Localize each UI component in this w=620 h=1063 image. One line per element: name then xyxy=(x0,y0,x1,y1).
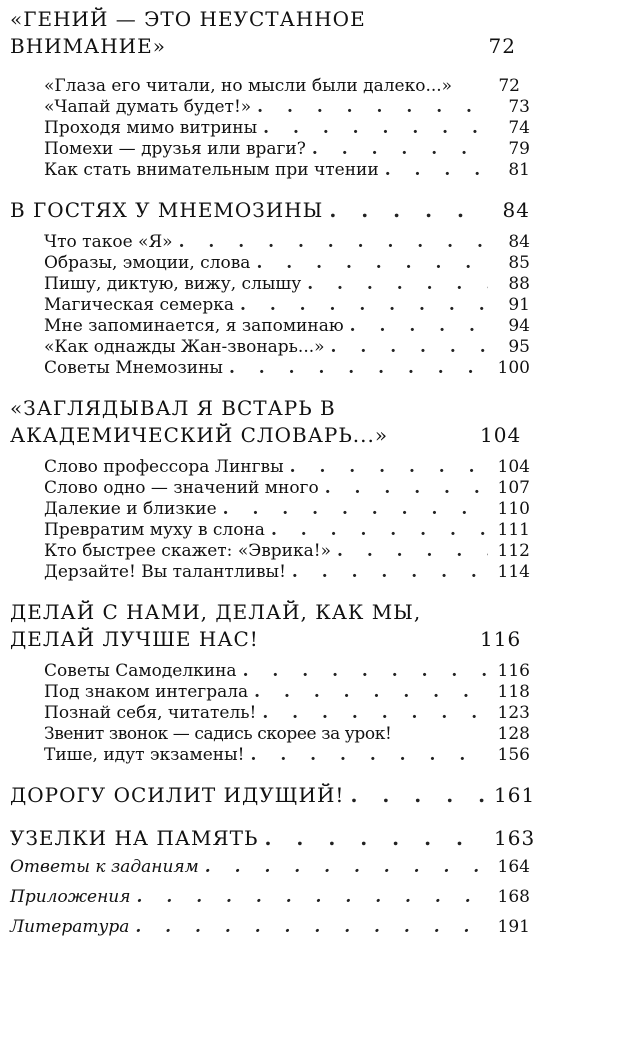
entry-title: Приложения xyxy=(10,887,131,907)
toc-section xyxy=(44,97,530,118)
toc-section xyxy=(44,316,530,337)
page-number: 104 xyxy=(497,457,530,477)
page-number: 73 xyxy=(508,97,530,117)
page-number: 94 xyxy=(508,316,530,336)
section-title: Слово профессора Лингвы xyxy=(44,457,284,477)
toc-chapter xyxy=(10,197,530,224)
toc-section xyxy=(44,745,530,766)
toc-section xyxy=(44,253,530,274)
page-number: 114 xyxy=(497,562,530,582)
toc-section xyxy=(44,682,530,703)
toc-section xyxy=(44,724,530,745)
page-number: 72 xyxy=(498,76,520,96)
section-title: Познай себя, читатель! xyxy=(44,703,257,723)
page-number: 118 xyxy=(497,682,530,702)
toc-section xyxy=(44,520,530,541)
page-number: 74 xyxy=(508,118,530,138)
page-number: 104 xyxy=(480,423,522,447)
page-number: 111 xyxy=(497,520,530,540)
toc-section xyxy=(44,295,530,316)
page-number: 128 xyxy=(497,724,530,744)
section-title: «Чапай думать будет!» xyxy=(44,97,252,117)
toc-appendix-entry xyxy=(10,882,530,912)
page-number: 84 xyxy=(508,232,530,252)
page-number: 100 xyxy=(497,358,530,378)
toc-section xyxy=(44,358,530,379)
toc-appendix-entry xyxy=(10,912,530,942)
toc-chapter xyxy=(10,599,530,653)
section-title: «Глаза его читали, но мысли были далеко...» xyxy=(44,76,453,96)
page-number: 156 xyxy=(497,745,530,765)
toc-chapter xyxy=(10,395,530,449)
toc-section xyxy=(44,274,530,295)
page-number: 79 xyxy=(508,139,530,159)
page-number: 168 xyxy=(497,887,530,907)
page-number: 116 xyxy=(480,627,522,651)
toc-section xyxy=(44,139,530,160)
section-title: Советы Самоделкина xyxy=(44,661,237,681)
toc-chapter xyxy=(10,825,536,852)
section-title: Как стать внимательным при чтении xyxy=(44,160,379,180)
section-title: Что такое «Я» xyxy=(44,232,173,252)
toc-section xyxy=(44,478,530,499)
page-number: 81 xyxy=(508,160,530,180)
section-title: Пишу, диктую, вижу, слышу xyxy=(44,274,302,294)
toc-section xyxy=(44,457,530,478)
toc-section xyxy=(44,118,530,139)
toc-section xyxy=(44,541,530,562)
section-title: Тише, идут экзамены! xyxy=(44,745,245,765)
page-number: 112 xyxy=(497,541,530,561)
section-title: Превратим муху в слона xyxy=(44,520,265,540)
page-number: 107 xyxy=(497,478,530,498)
toc-section xyxy=(44,661,530,682)
page-number: 85 xyxy=(508,253,530,273)
page-number: 161 xyxy=(494,783,536,807)
page-number: 163 xyxy=(494,826,536,850)
page-number: 84 xyxy=(502,198,530,222)
toc-section xyxy=(44,703,530,724)
toc-section xyxy=(44,499,530,520)
toc-appendix-entry xyxy=(10,852,530,882)
section-title: Дерзайте! Вы талантливы! xyxy=(44,562,286,582)
section-title: Далекие и близкие xyxy=(44,499,217,519)
toc-section xyxy=(44,337,530,358)
chapter-title: «ГЕНИЙ — ЭТО НЕУСТАННОЕ ВНИМАНИЕ» xyxy=(10,7,366,58)
page-number: 95 xyxy=(508,337,530,357)
entry-title: Ответы к заданиям xyxy=(10,857,199,877)
page-number: 116 xyxy=(497,661,530,681)
section-title: Проходя мимо витрины xyxy=(44,118,258,138)
toc-chapter xyxy=(10,6,530,60)
page-number: 123 xyxy=(497,703,530,723)
page-number: 91 xyxy=(508,295,530,315)
toc-section xyxy=(44,562,530,583)
chapter-title: «ЗАГЛЯДЫВАЛ Я ВСТАРЬ В АКАДЕМИЧЕСКИЙ СЛОВАРЬ...» xyxy=(10,396,389,447)
section-title: Магическая семерка xyxy=(44,295,234,315)
entry-title: Литература xyxy=(10,917,130,937)
page-number: 191 xyxy=(497,917,530,937)
page-number: 110 xyxy=(497,499,530,519)
section-title: Кто быстрее скажет: «Эврика!» xyxy=(44,541,331,561)
section-title: Помехи — друзья или враги? xyxy=(44,139,306,159)
chapter-title: ДЕЛАЙ С НАМИ, ДЕЛАЙ, КАК МЫ, ДЕЛАЙ ЛУЧШЕ НАС! xyxy=(10,600,422,651)
chapter-title: ДОРОГУ ОСИЛИТ ИДУЩИЙ! xyxy=(10,783,345,807)
page-number: 164 xyxy=(497,857,530,877)
toc-section xyxy=(44,232,530,253)
section-title: Советы Мнемозины xyxy=(44,358,223,378)
chapter-title: УЗЕЛКИ НА ПАМЯТЬ xyxy=(10,826,259,850)
section-title: «Как однажды Жан-звонарь...» xyxy=(44,337,325,357)
section-title: Образы, эмоции, слова xyxy=(44,253,251,273)
toc-section xyxy=(44,76,530,97)
toc-chapter xyxy=(10,782,536,809)
toc-section xyxy=(44,160,530,181)
section-title: Мне запоминается, я запоминаю xyxy=(44,316,344,336)
section-title: Слово одно — значений много xyxy=(44,478,319,498)
section-title: Звенит звонок — садись скорее за урок! xyxy=(44,724,392,744)
page-number: 88 xyxy=(508,274,530,294)
section-title: Под знаком интеграла xyxy=(44,682,249,702)
page-number: 72 xyxy=(488,34,516,58)
table-of-contents xyxy=(10,6,536,942)
chapter-title: В ГОСТЯХ У МНЕМОЗИНЫ xyxy=(10,198,324,222)
